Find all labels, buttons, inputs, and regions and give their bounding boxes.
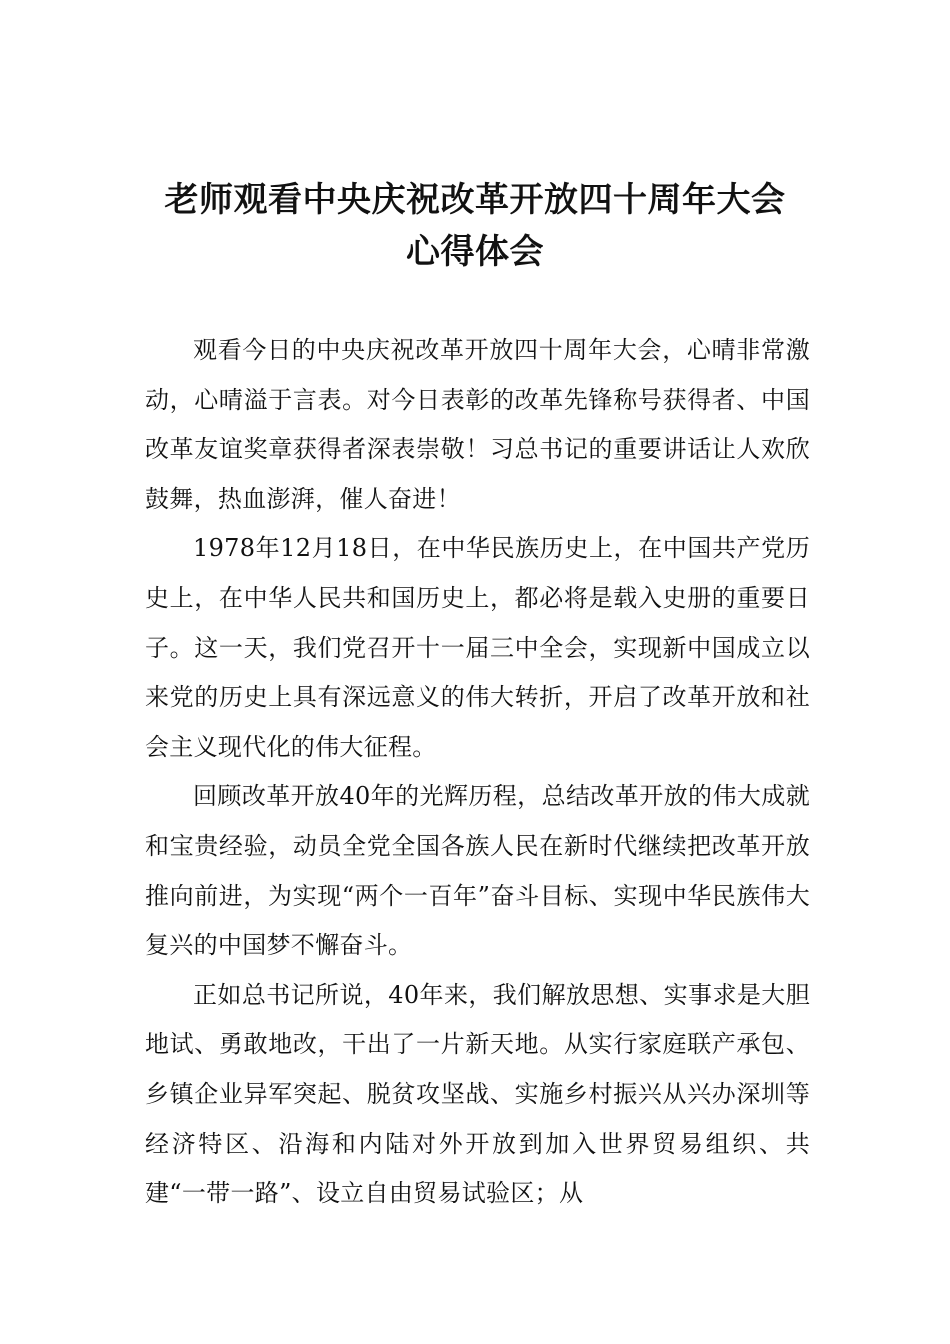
document-title-line-2: 心得体会 [406,232,544,272]
paragraph-4: 正如总书记所说，40年来，我们解放思想、实事求是大胆地试、勇敢地改，干出了一片新天地。从实行家庭联产承包、乡镇企业异军突起、脱贫攻坚战、实施乡村振兴从兴办深圳等经济特区、沿海和内陆对外开放到加入世界贸易组织、共建“一带一路”、设立自由贸易试验区；从 [145,980,810,1208]
paragraph-2: 1978年12月18日，在中华民族历史上，在中国共产党历史上，在中华人民共和国历史上，都必将是载入史册的重要日子。这一天，我们党召开十一届三中全会，实现新中国成立以来党的历史上具有深远意义的伟大转折，开启了改革开放和社会主义现代化的伟大征程。 [145,534,810,761]
document-body [145,326,810,1219]
paragraph-3: 回顾改革开放40年的光辉历程，总结改革开放的伟大成就和宝贵经验，动员全党全国各族人民在新时代继续把改革开放推向前进，为实现“两个一百年”奋斗目标、实现中华民族伟大复兴的中国梦不懈奋斗。 [145,782,810,960]
paragraph-1: 观看今日的中央庆祝改革开放四十周年大会，心晴非常激动，心晴溢于言表。对今日表彰的改革先锋称号获得者、中国改革友谊奖章获得者深表崇敬！习总书记的重要讲话让人欢欣鼓舞，热血澎湃，催人奋进！ [145,336,810,513]
document-title-line-1: 老师观看中央庆祝改革开放四十周年大会 [164,180,786,220]
